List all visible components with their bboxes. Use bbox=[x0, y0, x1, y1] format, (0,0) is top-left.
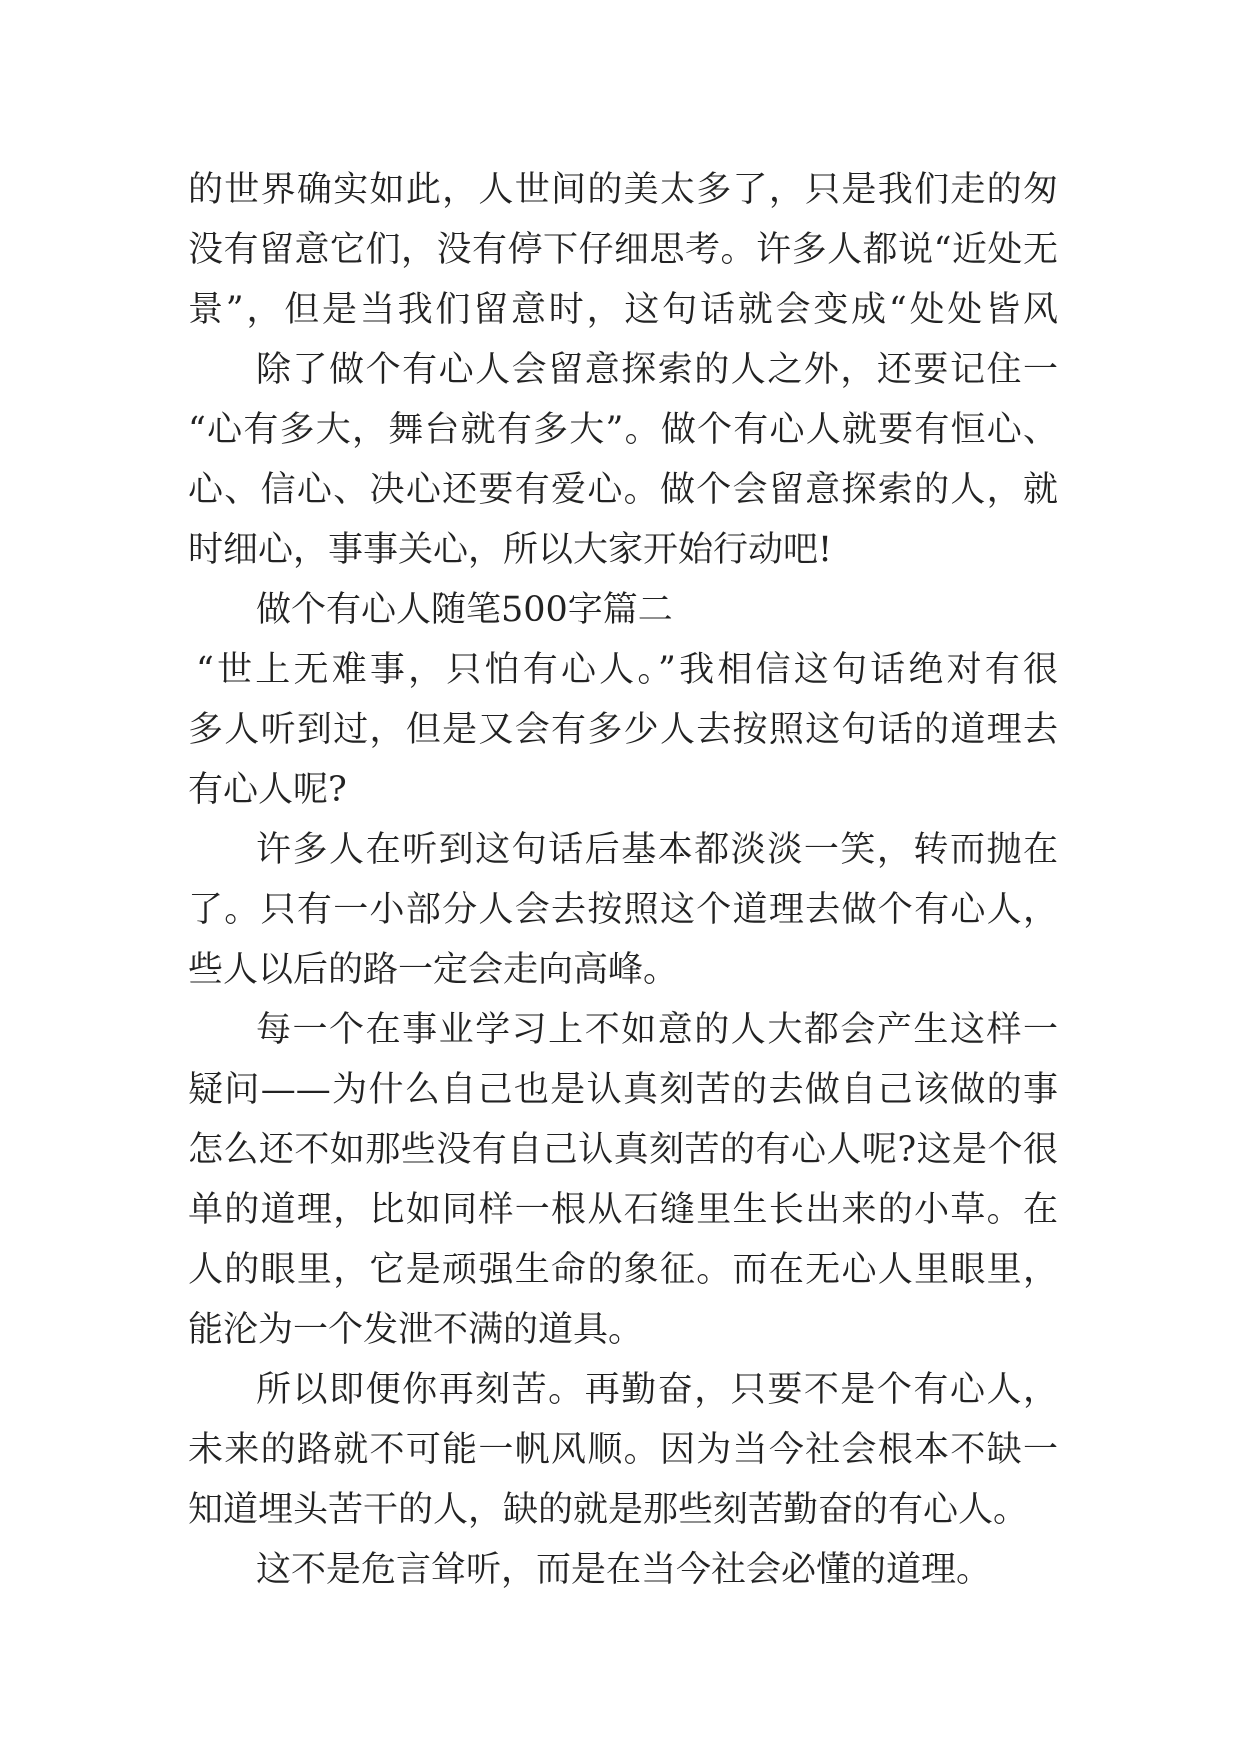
text-line: 的世界确实如此，人世间的美太多了，只是我们走的匆 bbox=[188, 170, 1058, 210]
text-line: 多人听到过，但是又会有多少人去按照这句话的道理去 bbox=[188, 710, 1058, 750]
paragraph-start-line: 许多人在听到这句话后基本都淡淡一笑，转而抛在 bbox=[256, 830, 1058, 870]
text-line: “心有多大，舞台就有多大”。做个有心人就要有恒心、 bbox=[188, 410, 1058, 450]
text-line: 未来的路就不可能一帆风顺。因为当今社会根本不缺一 bbox=[188, 1430, 1058, 1470]
text-line: 景”，但是当我们留意时，这句话就会变成“处处皆风 bbox=[188, 290, 1058, 330]
text-line: 有心人呢? bbox=[188, 770, 347, 810]
text-line: 心、信心、决心还要有爱心。做个会留意探索的人，就 bbox=[188, 470, 1058, 510]
paragraph-start-line: 所以即便你再刻苦。再勤奋，只要不是个有心人， bbox=[256, 1370, 1058, 1410]
text-line: 时细心，事事关心，所以大家开始行动吧! bbox=[188, 530, 833, 570]
text-line: 怎么还不如那些没有自己认真刻苦的有心人呢?这是个很 bbox=[188, 1130, 1058, 1170]
body-text bbox=[188, 160, 1058, 1600]
paragraph-start-line: 每一个在事业学习上不如意的人大都会产生这样一 bbox=[256, 1010, 1058, 1050]
paragraph-start-line: 除了做个有心人会留意探索的人之外，还要记住一 bbox=[256, 350, 1058, 390]
text-line: 没有留意它们，没有停下仔细思考。许多人都说“近处无 bbox=[188, 230, 1058, 270]
text-line: 知道埋头苦干的人，缺的就是那些刻苦勤奋的有心人。 bbox=[188, 1490, 1029, 1530]
text-line: 单的道理，比如同样一根从石缝里生长出来的小草。在 bbox=[188, 1190, 1058, 1230]
paragraph-start-line: “世上无难事，只怕有心人。”我相信这句话绝对有很 bbox=[196, 650, 1058, 690]
text-line: 了。只有一小部分人会去按照这个道理去做个有心人， bbox=[188, 890, 1058, 930]
paragraph-start-line: 这不是危言耸听，而是在当今社会必懂的道理。 bbox=[256, 1550, 992, 1590]
text-line: 疑问——为什么自己也是认真刻苦的去做自己该做的事 bbox=[188, 1070, 1058, 1110]
section-heading: 做个有心人随笔500字篇二 bbox=[256, 590, 673, 630]
text-line: 些人以后的路一定会走向高峰。 bbox=[188, 950, 679, 990]
text-line: 能沦为一个发泄不满的道具。 bbox=[188, 1310, 644, 1350]
text-line: 人的眼里，它是顽强生命的象征。而在无心人里眼里， bbox=[188, 1250, 1058, 1290]
